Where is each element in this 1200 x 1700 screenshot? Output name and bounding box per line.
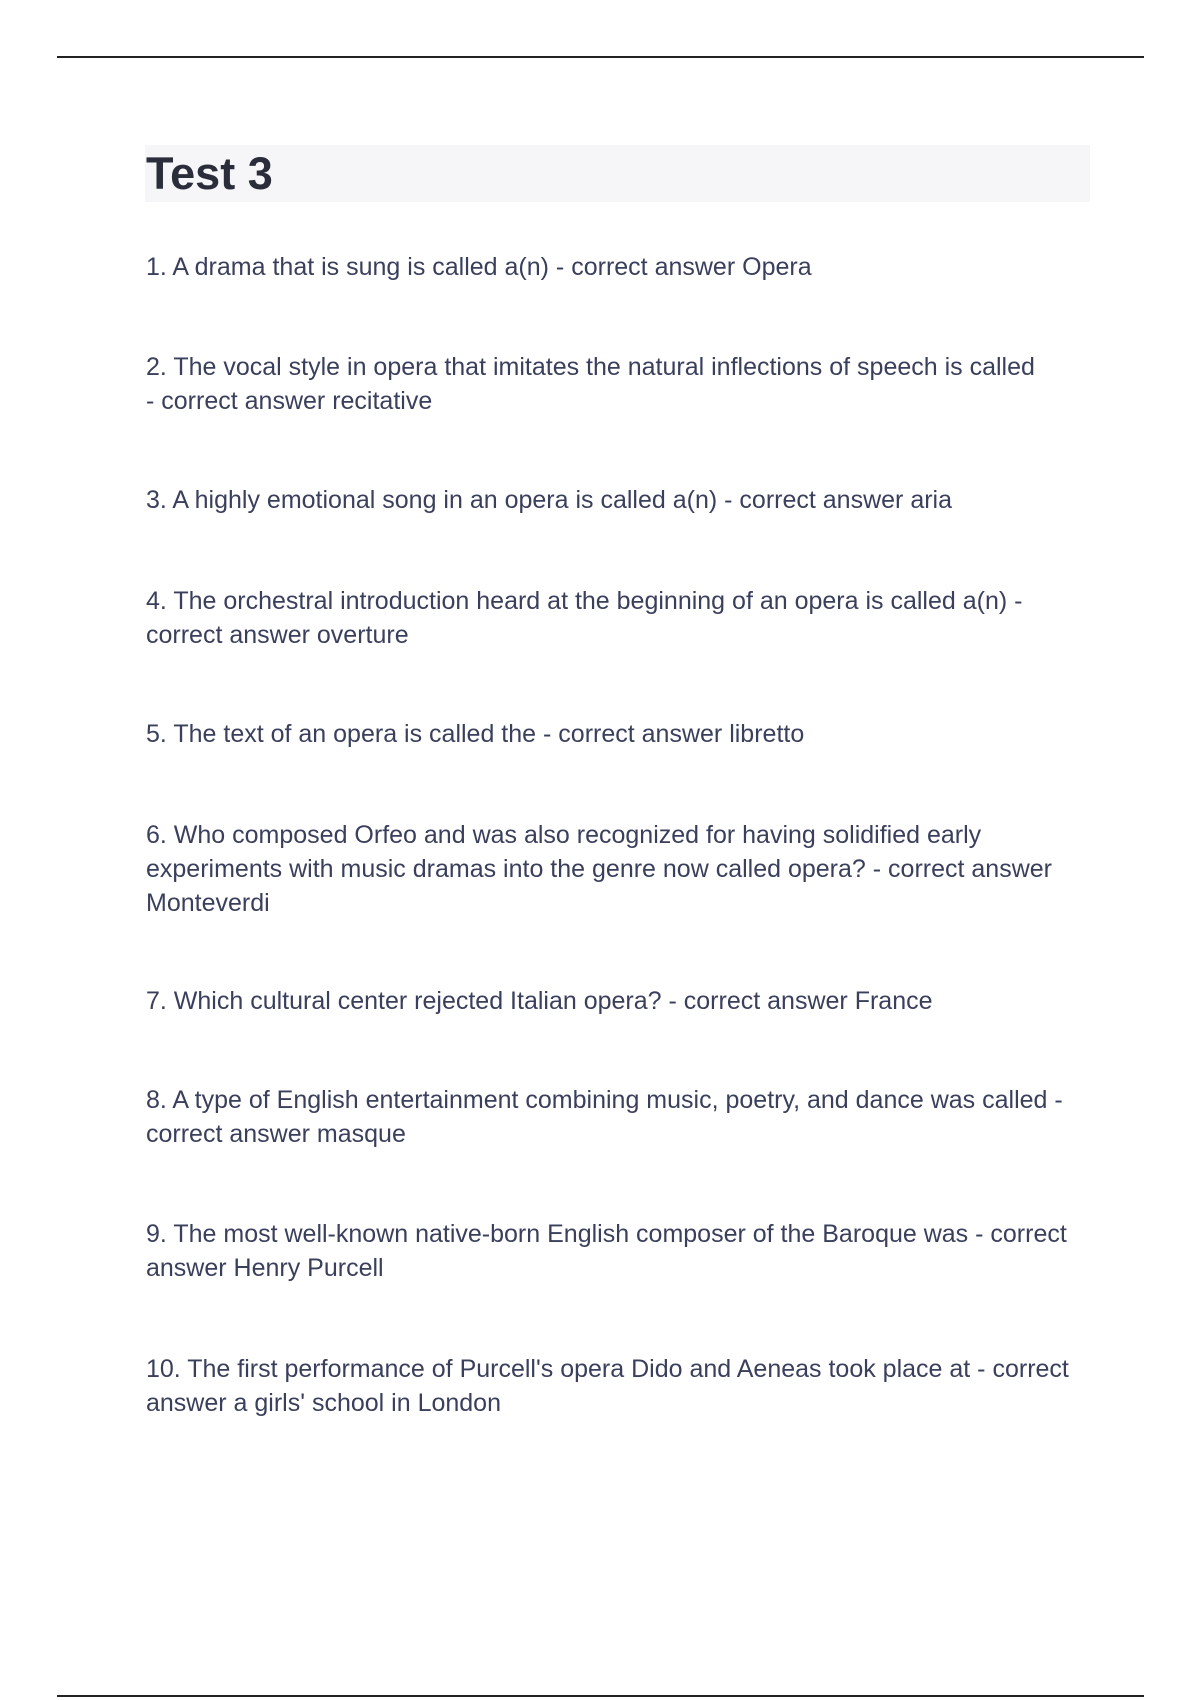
question-item-6 xyxy=(146,818,1071,920)
answer-label: correct answer xyxy=(683,987,848,1015)
answer-text: Monteverdi xyxy=(146,889,270,917)
answer-text: a girls' school in London xyxy=(233,1389,501,1417)
answer-label: correct answer xyxy=(558,720,723,748)
answer-label: correct answer xyxy=(146,621,310,649)
question-text: 8. A type of English entertainment combining music, poetry, and dance was called - xyxy=(146,1086,1063,1114)
question-item-10 xyxy=(146,1352,1071,1420)
question-item-8 xyxy=(146,1083,1066,1151)
question-item-4 xyxy=(146,584,1096,652)
question-text: 1. A drama that is sung is called a(n) - xyxy=(146,253,565,281)
question-text: 10. The first performance of Purcell's opera Dido and Aeneas took place at - xyxy=(146,1355,986,1383)
question-text: 5. The text of an opera is called the - xyxy=(146,720,552,748)
top-divider xyxy=(57,56,1144,58)
bottom-divider xyxy=(57,1695,1144,1697)
question-text: 4. The orchestral introduction heard at the beginning of an opera is called a(n) - xyxy=(146,587,1023,615)
question-item-3 xyxy=(146,483,1066,517)
question-item-9 xyxy=(146,1217,1071,1285)
answer-label: correct answer xyxy=(739,486,904,514)
question-text: 3. A highly emotional song in an opera is called a(n) - xyxy=(146,486,733,514)
question-text: 6. Who composed Orfeo and was also recognized for having solidified early experiments with music dramas into the genre now called opera? - xyxy=(146,821,982,883)
question-item-5 xyxy=(146,717,1046,751)
answer-text: aria xyxy=(910,486,953,514)
answer-text: libretto xyxy=(729,720,805,748)
question-text: 7. Which cultural center rejected Italian opera? - xyxy=(146,987,677,1015)
answer-text: Henry Purcell xyxy=(233,1254,384,1282)
answer-text: masque xyxy=(316,1120,406,1148)
question-item-7 xyxy=(146,984,1076,1018)
answer-label: correct answer xyxy=(571,253,736,281)
answer-label: correct answer xyxy=(146,1220,1067,1282)
question-text: 2. The vocal style in opera that imitates the natural inflections of speech is called - xyxy=(146,353,1035,415)
answer-label: correct answer xyxy=(146,1355,1069,1417)
answer-text: France xyxy=(854,987,933,1015)
title-background xyxy=(145,145,1090,202)
answer-label: correct answer xyxy=(161,387,326,415)
question-text: 9. The most well-known native-born English composer of the Baroque was - xyxy=(146,1220,984,1248)
page-title: Test 3 xyxy=(146,148,273,199)
answer-label: correct answer xyxy=(888,855,1052,883)
question-item-1 xyxy=(146,250,906,284)
answer-text: recitative xyxy=(332,387,433,415)
answer-text: overture xyxy=(316,621,409,649)
answer-text: Opera xyxy=(742,253,812,281)
question-item-2 xyxy=(146,350,1046,418)
answer-label: correct answer xyxy=(146,1120,310,1148)
